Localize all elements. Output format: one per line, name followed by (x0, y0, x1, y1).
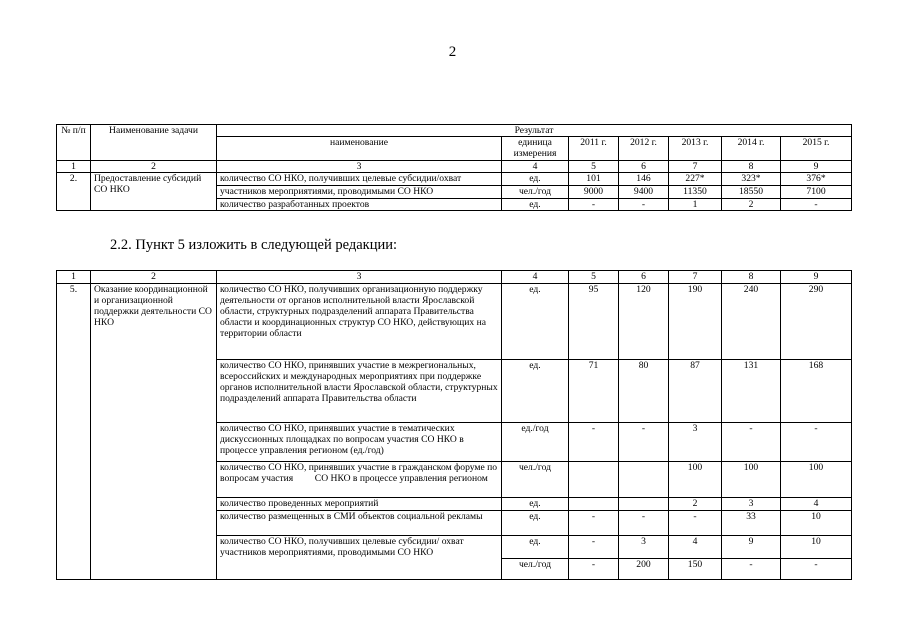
value-cell: 3 (619, 536, 669, 559)
indicator-unit: ед. (502, 511, 569, 536)
column-number: 5 (569, 271, 619, 284)
column-number: 4 (502, 271, 569, 284)
value-cell: 2 (669, 498, 722, 511)
column-number: 6 (619, 271, 669, 284)
value-cell: 9000 (569, 186, 619, 199)
value-cell: 80 (619, 360, 669, 423)
indicator-name: количество СО НКО, принявших участие в гражданском форуме по вопросам участия СО НКО в процессе управления регионом (217, 462, 502, 498)
value-cell: 146 (619, 173, 669, 186)
task-name: Предоставление субсидий СО НКО (91, 173, 217, 211)
column-number: 9 (781, 161, 852, 173)
column-number: 6 (619, 161, 669, 173)
column-number: 5 (569, 161, 619, 173)
value-cell: 240 (722, 284, 781, 360)
indicator-name: количество СО НКО, принявших участие в межрегиональных, всероссийских и международных мероприятиях при поддержке органов исполнительной власти Ярославской области, структурных подразделений аппарата Правительства области (217, 360, 502, 423)
value-cell: - (619, 511, 669, 536)
header-task-name: Наименование задачи (91, 125, 217, 161)
column-number: 8 (722, 161, 781, 173)
header-result: Результат (217, 125, 852, 137)
value-cell: - (569, 559, 619, 580)
indicator-name: количество проведенных мероприятий (217, 498, 502, 511)
value-cell: 4 (669, 536, 722, 559)
value-cell: - (569, 423, 619, 462)
header-year: 2015 г. (781, 137, 852, 161)
section-heading: 2.2. Пункт 5 изложить в следующей редакции: (110, 237, 398, 253)
header-name: наименование (217, 137, 502, 161)
column-number: 1 (57, 271, 91, 284)
indicator-unit: чел./год (502, 559, 569, 580)
indicator-name: количество размещенных в СМИ объектов социальной рекламы (217, 511, 502, 536)
value-cell: - (722, 559, 781, 580)
value-cell: - (569, 536, 619, 559)
value-cell: 323* (722, 173, 781, 186)
value-cell (619, 498, 669, 511)
value-cell: - (781, 423, 852, 462)
value-cell: - (569, 511, 619, 536)
value-cell: 3 (669, 423, 722, 462)
value-cell: 7100 (781, 186, 852, 199)
indicator-name: количество СО НКО, получивших целевые субсидии/охват (217, 173, 502, 186)
column-number: 3 (217, 271, 502, 284)
indicator-unit: чел./год (502, 186, 569, 199)
indicator-name: количество разработанных проектов (217, 199, 502, 211)
value-cell: 18550 (722, 186, 781, 199)
value-cell: - (781, 559, 852, 580)
column-number-row (57, 271, 852, 284)
value-cell: - (569, 199, 619, 211)
indicator-unit: ед. (502, 536, 569, 559)
column-number: 2 (91, 271, 217, 284)
value-cell: 168 (781, 360, 852, 423)
header-year: 2012 г. (619, 137, 669, 161)
value-cell: 2 (722, 199, 781, 211)
value-cell: 10 (781, 536, 852, 559)
value-cell: 376* (781, 173, 852, 186)
value-cell: - (669, 511, 722, 536)
value-cell: 10 (781, 511, 852, 536)
column-number-row (57, 161, 852, 173)
task-number: 2. (57, 173, 91, 211)
table-row (57, 173, 852, 186)
indicator-name: количество СО НКО, получивших целевые субсидии/ охват участников мероприятиями, проводимыми СО НКО (217, 536, 502, 580)
value-cell: 3 (722, 498, 781, 511)
value-cell: 200 (619, 559, 669, 580)
indicator-name: участников мероприятиями, проводимыми СО НКО (217, 186, 502, 199)
header-year: 2011 г. (569, 137, 619, 161)
value-cell: 9400 (619, 186, 669, 199)
column-number: 3 (217, 161, 502, 173)
indicator-unit: ед./год (502, 423, 569, 462)
indicator-unit: ед. (502, 199, 569, 211)
value-cell: 33 (722, 511, 781, 536)
column-number: 2 (91, 161, 217, 173)
header-year: 2013 г. (669, 137, 722, 161)
value-cell: 100 (781, 462, 852, 498)
value-cell: 190 (669, 284, 722, 360)
value-cell: 290 (781, 284, 852, 360)
value-cell: 101 (569, 173, 619, 186)
indicator-unit: ед. (502, 498, 569, 511)
value-cell: 95 (569, 284, 619, 360)
value-cell: 87 (669, 360, 722, 423)
value-cell: 9 (722, 536, 781, 559)
column-number: 9 (781, 271, 852, 284)
table-row (57, 284, 852, 360)
value-cell: 100 (722, 462, 781, 498)
value-cell: - (619, 423, 669, 462)
value-cell: - (722, 423, 781, 462)
task-name: Оказание координационной и организационной поддержки деятельности СО НКО (91, 284, 217, 580)
task-number: 5. (57, 284, 91, 580)
indicator-name: количество СО НКО, получивших организационную поддержку деятельности от органов исполнительной власти Ярославской области, структурных подразделений аппарата Правительства области и координационных структур СО НКО, действующих на территории области (217, 284, 502, 360)
value-cell (619, 462, 669, 498)
value-cell: 227* (669, 173, 722, 186)
value-cell (569, 462, 619, 498)
indicator-name: количество СО НКО, принявших участие в тематических дискуссионных площадках по вопросам участия СО НКО в процессе управления регионом (ед./год) (217, 423, 502, 462)
indicator-unit: ед. (502, 173, 569, 186)
value-cell: 150 (669, 559, 722, 580)
value-cell: 131 (722, 360, 781, 423)
header-num: № п/п (57, 125, 91, 161)
column-number: 7 (669, 271, 722, 284)
value-cell: 1 (669, 199, 722, 211)
value-cell: 4 (781, 498, 852, 511)
value-cell (569, 498, 619, 511)
header-unit: единица измерения (502, 137, 569, 161)
page-number: 2 (448, 44, 457, 60)
column-number: 4 (502, 161, 569, 173)
results-table-task-5 (56, 270, 852, 580)
column-number: 7 (669, 161, 722, 173)
value-cell: - (619, 199, 669, 211)
column-number: 8 (722, 271, 781, 284)
value-cell: - (781, 199, 852, 211)
indicator-unit: ед. (502, 360, 569, 423)
indicator-unit: ед. (502, 284, 569, 360)
value-cell: 120 (619, 284, 669, 360)
column-number: 1 (57, 161, 91, 173)
results-table-task-2 (56, 124, 852, 211)
value-cell: 11350 (669, 186, 722, 199)
indicator-unit: чел./год (502, 462, 569, 498)
value-cell: 71 (569, 360, 619, 423)
header-year: 2014 г. (722, 137, 781, 161)
value-cell: 100 (669, 462, 722, 498)
